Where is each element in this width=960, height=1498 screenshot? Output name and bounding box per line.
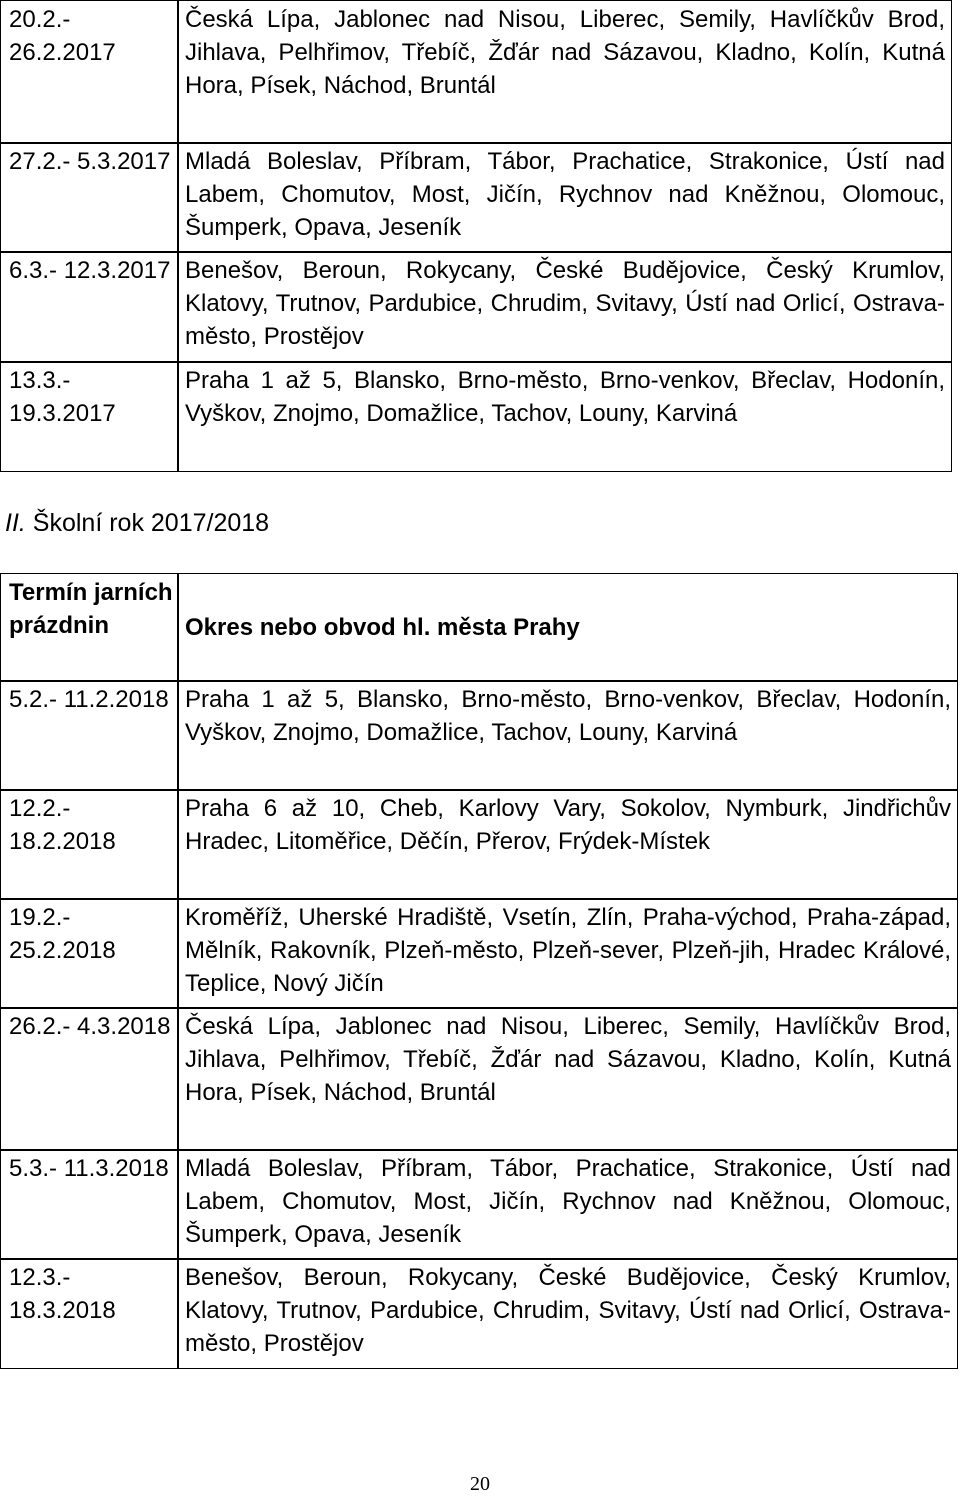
term-date: 20.2.- 26.2.2017: [9, 6, 116, 66]
district-list: Praha 1 až 5, Blansko, Brno-město, Brno-venkov, Břeclav, Hodonín, Vyškov, Znojmo, Domažlice, Tachov, Louny, Karviná: [185, 686, 951, 746]
districts-cell: [178, 790, 958, 899]
term-cell: [0, 252, 178, 362]
table-row: [0, 252, 952, 362]
district-list: Praha 1 až 5, Blansko, Brno-město, Brno-venkov, Břeclav, Hodonín, Vyškov, Znojmo, Domažlice, Tachov, Louny, Karviná: [185, 367, 945, 427]
districts-cell: [178, 1008, 958, 1150]
term-cell: [0, 1150, 178, 1259]
schedule-table-2016-2017: [0, 0, 952, 472]
term-cell: [0, 0, 178, 143]
term-date: 27.2.- 5.3.2017: [9, 148, 171, 175]
term-cell: [0, 143, 178, 252]
district-list: Česká Lípa, Jablonec nad Nisou, Liberec, Semily, Havlíčkův Brod, Jihlava, Pelhřimov, Třebíč, Žďár nad Sázavou, Kladno, Kolín, Kutná Hora, Písek, Náchod, Bruntál: [185, 1013, 951, 1106]
table-row: [0, 790, 958, 899]
term-cell: [0, 362, 178, 472]
section-title-text: Školní rok 2017/2018: [32, 509, 270, 537]
term-cell: [0, 681, 178, 790]
term-date: 26.2.- 4.3.2018: [9, 1013, 171, 1040]
districts-column-header: Okres nebo obvod hl. města Prahy: [185, 613, 580, 641]
schedule-table-2017-2018: [0, 573, 958, 1369]
section-heading: [5, 506, 269, 540]
districts-cell: [178, 1150, 958, 1259]
table-header-row: [0, 573, 958, 681]
district-list: Praha 6 až 10, Cheb, Karlovy Vary, Sokolov, Nymburk, Jindřichův Hradec, Litoměřice, Děčín, Přerov, Frýdek-Místek: [185, 795, 951, 855]
district-list: Kroměříž, Uherské Hradiště, Vsetín, Zlín, Praha-východ, Praha-západ, Mělník, Rakovník, Plzeň-město, Plzeň-sever, Plzeň-jih, Hradec Králové, Teplice, Nový Jičín: [185, 904, 951, 997]
district-list: Mladá Boleslav, Příbram, Tábor, Prachatice, Strakonice, Ústí nad Labem, Chomutov, Most, Jičín, Rychnov nad Kněžnou, Olomouc, Šumperk, Opava, Jeseník: [185, 148, 945, 241]
term-cell: [0, 899, 178, 1008]
term-date: 12.3.- 18.3.2018: [9, 1264, 116, 1324]
table-row: [0, 362, 952, 472]
district-list: Mladá Boleslav, Příbram, Tábor, Prachatice, Strakonice, Ústí nad Labem, Chomutov, Most, Jičín, Rychnov nad Kněžnou, Olomouc, Šumperk, Opava, Jeseník: [185, 1155, 951, 1248]
districts-cell: [178, 252, 952, 362]
table-row: [0, 681, 958, 790]
page-number: 20: [470, 1473, 490, 1495]
term-date: 13.3.- 19.3.2017: [9, 367, 116, 427]
term-cell: [0, 1259, 178, 1369]
districts-cell: [178, 681, 958, 790]
table-row: [0, 899, 958, 1008]
term-cell: [0, 1008, 178, 1150]
table-row: [0, 0, 952, 143]
table-row: [0, 1150, 958, 1259]
term-date: 5.2.- 11.2.2018: [9, 686, 169, 713]
districts-cell: [178, 362, 952, 472]
districts-cell: [178, 899, 958, 1008]
table-row: [0, 143, 952, 252]
term-cell: [0, 790, 178, 899]
section-numeral: II.: [5, 509, 26, 537]
districts-cell: [178, 143, 952, 252]
districts-header-cell: [178, 573, 958, 681]
term-date: 19.2.- 25.2.2018: [9, 904, 116, 964]
term-date: 12.2.- 18.2.2018: [9, 795, 116, 855]
term-date: 6.3.- 12.3.2017: [9, 257, 171, 284]
term-column-header: Termín jarních prázdnin: [9, 579, 173, 639]
district-list: Česká Lípa, Jablonec nad Nisou, Liberec, Semily, Havlíčkův Brod, Jihlava, Pelhřimov, Třebíč, Žďár nad Sázavou, Kladno, Kolín, Kutná Hora, Písek, Náchod, Bruntál: [185, 6, 945, 99]
table-row: [0, 1259, 958, 1369]
table-row: [0, 1008, 958, 1150]
districts-cell: [178, 0, 952, 143]
term-date: 5.3.- 11.3.2018: [9, 1155, 169, 1182]
districts-cell: [178, 1259, 958, 1369]
district-list: Benešov, Beroun, Rokycany, České Budějovice, Český Krumlov, Klatovy, Trutnov, Pardubice, Chrudim, Svitavy, Ústí nad Orlicí, Ostrava-město, Prostějov: [185, 1264, 951, 1357]
district-list: Benešov, Beroun, Rokycany, České Budějovice, Český Krumlov, Klatovy, Trutnov, Pardubice, Chrudim, Svitavy, Ústí nad Orlicí, Ostrava-město, Prostějov: [185, 257, 945, 350]
term-header-cell: [0, 573, 178, 681]
